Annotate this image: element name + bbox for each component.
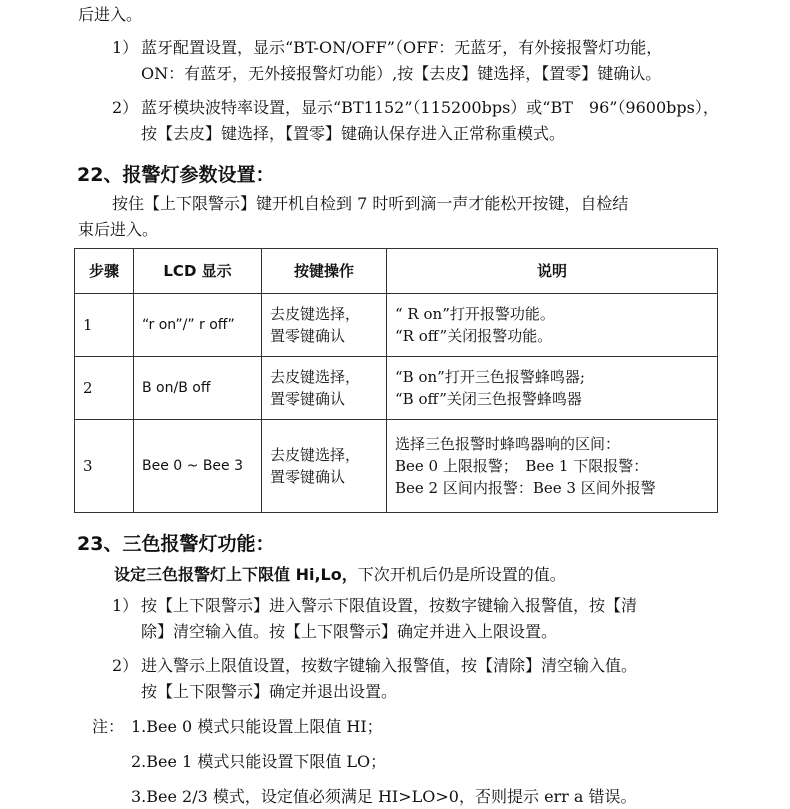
desc-line: “ R on”打开报警功能。 (395, 305, 555, 323)
row-key (262, 420, 387, 513)
note-2: 2.Bee 1 模式只能设置下限值 LO； (131, 752, 387, 771)
alarm-parameter-table (74, 248, 718, 513)
section-23-item-2-line1: 进入警示上限值设置，按数字键输入报警值，按【清除】清空输入值。 (141, 656, 638, 675)
note-3: 3.Bee 2/3 模式，设定值必须满足 HI>LO>0，否则提示 err a 错误。 (131, 787, 637, 806)
header-step: 步骤 (75, 249, 134, 294)
key-line: 置零键确认 (270, 327, 346, 345)
row-desc (387, 357, 718, 420)
section-23-item-2-line2: 按【上下限警示】确定并退出设置。 (141, 682, 398, 701)
section-23-item-2-number: 2） (112, 656, 139, 675)
bt-item-2-line1: 蓝牙模块波特率设置，显示“BT1152”（115200bps）或“BT 96”（9600bps）， (141, 98, 719, 117)
section-23-lead-rest: 下次开机后仍是所设置的值。 (357, 565, 566, 584)
bt-item-2-number: 2） (112, 98, 139, 117)
note-label: 注： (92, 717, 125, 736)
key-line: 去皮键选择， (270, 368, 361, 386)
section-23-item-1-line1: 按【上下限警示】进入警示下限值设置，按数字键输入报警值，按【清 (141, 596, 638, 615)
header-key: 按键操作 (262, 249, 387, 294)
table-row (75, 294, 718, 357)
desc-line: “B on”打开三色报警蜂鸣器; (395, 368, 585, 386)
row-key (262, 357, 387, 420)
section-23-item-1-line2: 除】清空输入值。按【上下限警示】确定并进入上限设置。 (141, 622, 558, 641)
row-step: 3 (75, 420, 134, 513)
section-23-item-1-number: 1） (112, 596, 139, 615)
row-step: 2 (75, 357, 134, 420)
header-desc: 说明 (387, 249, 718, 294)
bt-item-1-line1: 蓝牙配置设置，显示“BT-ON/OFF”（OFF：无蓝牙，有外接报警灯功能， (141, 38, 663, 57)
note-1: 1.Bee 0 模式只能设置上限值 HI； (131, 717, 383, 736)
desc-line: “B off”关闭三色报警蜂鸣器 (395, 390, 582, 408)
desc-line: 选择三色报警时蜂鸣器响的区间： (395, 435, 621, 453)
bt-item-1-number: 1） (112, 38, 139, 57)
row-desc (387, 294, 718, 357)
desc-line: Bee 0 上限报警； Bee 1 下限报警： (395, 457, 649, 475)
section-22-paragraph-line2: 束后进入。 (78, 220, 159, 239)
table-row (75, 420, 718, 513)
section-22-paragraph-line1: 按住【上下限警示】键开机自检到 7 时听到滴一声才能松开按键，自检结 (112, 194, 629, 213)
key-line: 置零键确认 (270, 390, 346, 408)
key-line: 去皮键选择， (270, 446, 361, 464)
section-22-heading: 22、报警灯参数设置： (77, 164, 275, 186)
section-23-heading: 23、三色报警灯功能： (77, 533, 275, 555)
desc-line: Bee 2 区间内报警：Bee 3 区间外报警 (395, 479, 656, 497)
bt-item-2-line2: 按【去皮】键选择，【置零】键确认保存进入正常称重模式。 (141, 124, 566, 143)
header-lcd: LCD 显示 (134, 249, 262, 294)
row-step: 1 (75, 294, 134, 357)
row-key (262, 294, 387, 357)
row-lcd: B on/B off (134, 357, 262, 420)
table-header-row (75, 249, 718, 294)
intro-tail: 后进入。 (78, 5, 143, 24)
row-lcd: Bee 0 ~ Bee 3 (134, 420, 262, 513)
row-desc (387, 420, 718, 513)
desc-line: “R off”关闭报警功能。 (395, 327, 553, 345)
section-23-lead-bold: 设定三色报警灯上下限值 Hi,Lo， (114, 565, 358, 584)
bt-item-1-line2: ON：有蓝牙，无外接报警灯功能）,按【去皮】键选择，【置零】键确认。 (141, 64, 662, 83)
key-line: 去皮键选择， (270, 305, 361, 323)
section-23-lead (114, 564, 566, 586)
row-lcd: “r on”/” r off” (134, 294, 262, 357)
key-line: 置零键确认 (270, 468, 346, 486)
table-row (75, 357, 718, 420)
